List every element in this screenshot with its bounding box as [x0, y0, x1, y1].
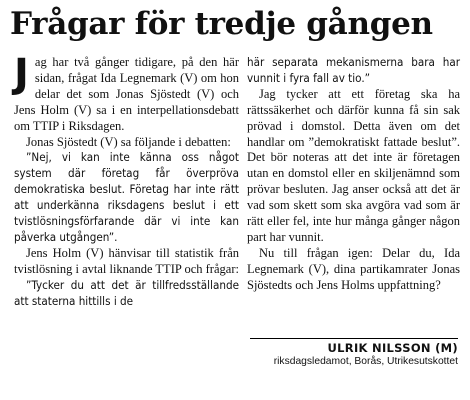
paragraph: Jens Holm (V) hänvisar till statistik från tvistlösning i avtal liknande TTIP och frågar: [14, 245, 239, 276]
paragraph: Nu till frågan igen: Delar du, Ida Legnemark (V), dina partikamrater Jonas Sjöstedts och Jens Holms uppfattning? [247, 245, 460, 292]
byline [250, 338, 458, 355]
paragraph: Jonas Sjöstedt (V) sa följande i debatten: [26, 134, 231, 149]
quote-paragraph: ”Tycker du att det är tillfredsställande att staterna hittills i de [14, 277, 239, 308]
paragraph: Jag tycker att ett företag ska ha rättssäkerhet och därför kunna få sin sak prövad i domstol. Detta även om det handlar om ”demokratiskt fattade beslut”. Det bör noteras att det inte är företagen utan en domstol eller en skiljenämnd som prövar besluten. Jag anser också att det är vad som skett som ska avgöra vad som är rätt eller fel, inte hur många gånger någon part har vunnit. [247, 86, 460, 244]
byline-name: ULRIK NILSSON (M) [327, 341, 458, 355]
article-column-right [247, 55, 460, 294]
headline: Frågar för tredje gången [10, 6, 433, 42]
quote-paragraph: ”Nej, vi kan inte känna oss något system där företag får överpröva demokratiska beslut. Företag har inte rätt att underkänna riksdagens beslut i ett tvistlösningsförfarande där vi inte kan påverka utgången”. [14, 150, 239, 244]
article-column-left [14, 51, 239, 310]
byline-title: riksdagsledamot, Borås, Utrikesutskottet [273, 356, 458, 367]
paragraph-intro: Jag har två gånger tidigare, på den här sidan, frågat Ida Legnemark (V) om hon delar det som Jonas Sjöstedt (V) och Jens Holm (V) sa i en interpellationsdebatt om TTIP i Riksdagen. [14, 51, 239, 133]
quote-paragraph-continued: här separata mekanismerna bara har vunnit i fyra fall av tio.” [247, 55, 460, 85]
drop-cap: J [14, 51, 29, 97]
